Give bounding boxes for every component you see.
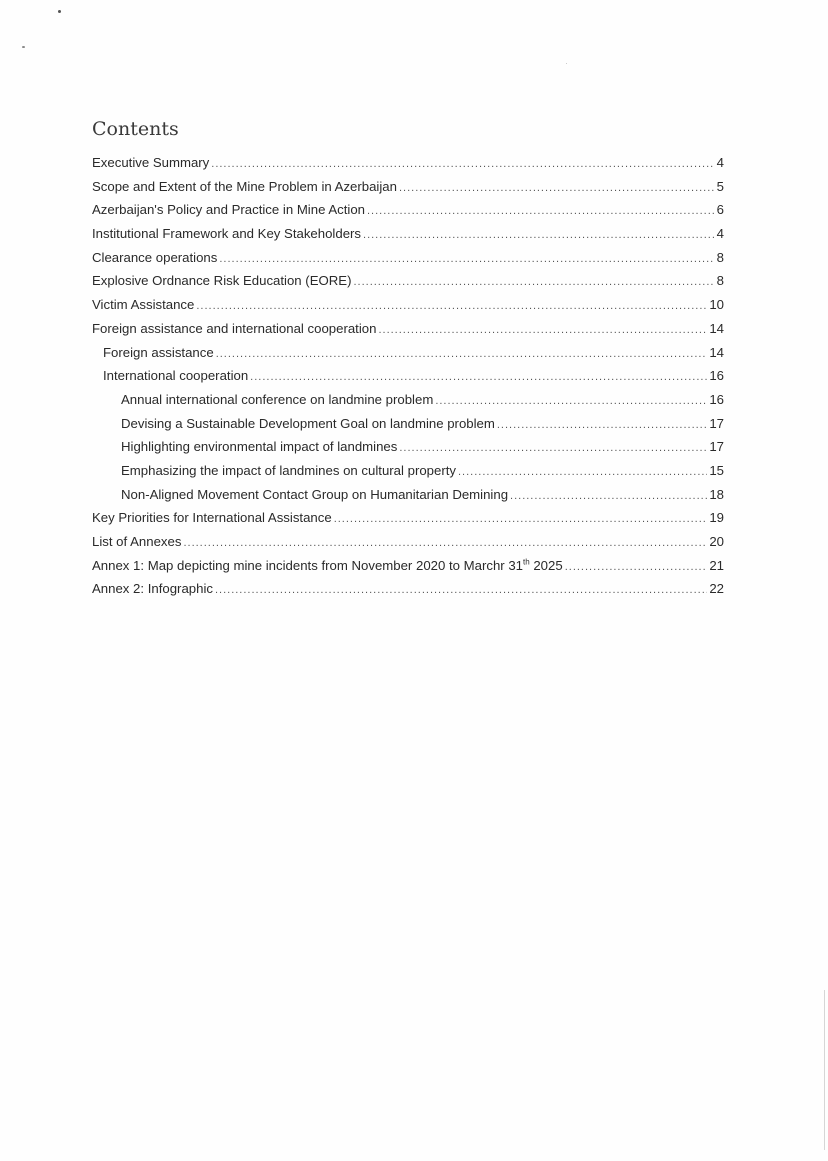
toc-entry-title-text: International cooperation [103, 368, 249, 384]
toc-entry[interactable] [92, 530, 724, 554]
toc-entry-title-text: Key Priorities for International Assistance [92, 510, 332, 526]
toc-entry-title [121, 483, 508, 507]
toc-entry-title [92, 246, 217, 270]
toc-entry-title [103, 364, 248, 388]
toc-dot-leader [458, 461, 707, 485]
scan-speck [22, 46, 25, 48]
toc-entry-title-text: Azerbaijan's Policy and Practice in Mine Action [92, 202, 365, 218]
toc-page-number: 19 [709, 510, 724, 526]
toc-page-number: 20 [709, 534, 724, 549]
toc-entry-title [92, 554, 563, 578]
toc-entry[interactable] [92, 388, 724, 412]
toc-entry[interactable] [92, 269, 724, 293]
toc-entry-title-text: Institutional Framework and Key Stakeholders [92, 226, 362, 242]
table-of-contents [92, 116, 724, 601]
toc-entry[interactable] [92, 151, 724, 175]
toc-page-number: 21 [709, 557, 724, 573]
toc-entry-title-text: Annual international conference on landmine problem [121, 391, 434, 407]
toc-page-number: 5 [716, 178, 724, 194]
toc-page-number: 15 [709, 462, 724, 478]
toc-page-number: 14 [709, 344, 724, 360]
toc-entry[interactable] [92, 506, 724, 530]
scan-edge-mark [824, 990, 825, 1150]
toc-page-number: 16 [709, 368, 724, 384]
toc-entry-title [92, 577, 213, 601]
toc-page-number: 8 [716, 273, 724, 289]
toc-dot-leader [183, 532, 707, 556]
toc-dot-leader [399, 437, 707, 461]
toc-entry[interactable] [92, 459, 724, 483]
toc-entry-title [92, 151, 209, 175]
toc-dot-leader [196, 295, 707, 319]
toc-dot-leader [510, 485, 707, 509]
toc-entry-title [121, 388, 433, 412]
toc-dot-leader [378, 319, 707, 343]
toc-entry[interactable] [92, 364, 724, 388]
toc-dot-leader [363, 224, 715, 248]
toc-entry-superscript: th [523, 557, 530, 567]
toc-dot-leader [435, 390, 707, 414]
toc-page-number: 4 [716, 155, 724, 170]
toc-entry-title-text: Clearance operations [92, 249, 218, 265]
toc-page-number: 10 [709, 297, 724, 313]
toc-entry-title [121, 412, 495, 436]
toc-entry[interactable] [92, 435, 724, 459]
toc-entry-title [92, 222, 361, 246]
toc-dot-leader [565, 556, 708, 580]
toc-title: Contents [92, 118, 179, 140]
toc-entry-title [92, 269, 351, 293]
toc-page-number: 17 [709, 415, 724, 431]
toc-dot-leader [250, 366, 707, 390]
toc-dot-leader [216, 343, 708, 367]
toc-entry-title-text: Scope and Extent of the Mine Problem in Azerbaijan [92, 178, 397, 194]
toc-page-number: 17 [709, 439, 724, 455]
toc-entry-title-text: Non-Aligned Movement Contact Group on Humanitarian Demining [121, 486, 509, 502]
toc-page-number: 18 [709, 486, 724, 502]
toc-page-number: 22 [709, 581, 724, 597]
toc-entry[interactable] [92, 293, 724, 317]
toc-entry[interactable] [92, 246, 724, 270]
toc-entry-title-text: Explosive Ordnance Risk Education (EORE) [92, 273, 352, 289]
toc-entry-title [121, 435, 397, 459]
toc-entry[interactable] [92, 175, 724, 199]
toc-entry[interactable] [92, 412, 724, 436]
toc-page-number: 16 [709, 391, 724, 407]
toc-list [92, 151, 724, 601]
toc-entry-title-text: List of Annexes [92, 534, 182, 549]
toc-entry-title [121, 459, 456, 483]
toc-entry-title [92, 530, 181, 554]
toc-entry-title-text: Foreign assistance and international cooperation [92, 320, 377, 336]
toc-page-number: 4 [716, 226, 724, 242]
toc-entry-title-text: Highlighting environmental impact of landmines [121, 439, 398, 455]
toc-page-number: 6 [716, 202, 724, 218]
toc-entry-title [92, 293, 194, 317]
toc-entry[interactable] [92, 483, 724, 507]
toc-entry[interactable] [92, 577, 724, 601]
toc-page-number: 8 [716, 249, 724, 265]
scan-speck [58, 10, 61, 13]
scan-speck [566, 63, 567, 64]
toc-dot-leader [211, 153, 714, 177]
toc-entry-title-text: Annex 2: Infographic [92, 581, 213, 597]
toc-entry[interactable] [92, 554, 724, 578]
toc-entry-title [92, 506, 332, 530]
toc-entry-title [92, 317, 376, 341]
toc-entry[interactable] [92, 222, 724, 246]
toc-entry-title-text: Foreign assistance [103, 344, 214, 360]
toc-entry[interactable] [92, 341, 724, 365]
toc-dot-leader [219, 248, 714, 272]
toc-entry-title-text: Annex 1: Map depicting mine incidents from November 2020 to Marchr 31 [92, 557, 524, 573]
toc-dot-leader [353, 271, 714, 295]
toc-dot-leader [497, 414, 707, 438]
toc-entry-title [92, 175, 397, 199]
toc-entry-title-text: Executive Summary [92, 155, 210, 170]
toc-entry[interactable] [92, 198, 724, 222]
toc-entry-title-text: Victim Assistance [92, 297, 195, 313]
toc-entry-title-text: Devising a Sustainable Development Goal on landmine problem [121, 415, 495, 431]
toc-entry-title-text: Emphasizing the impact of landmines on cultural property [121, 462, 456, 478]
toc-entry-title [103, 341, 214, 365]
toc-dot-leader [367, 200, 715, 224]
toc-dot-leader [215, 579, 707, 603]
toc-dot-leader [334, 508, 708, 532]
toc-entry-title [92, 198, 365, 222]
toc-page-number: 14 [709, 320, 724, 336]
toc-entry-title-suffix: 2025 [529, 557, 563, 573]
toc-entry[interactable] [92, 317, 724, 341]
toc-dot-leader [399, 177, 715, 201]
